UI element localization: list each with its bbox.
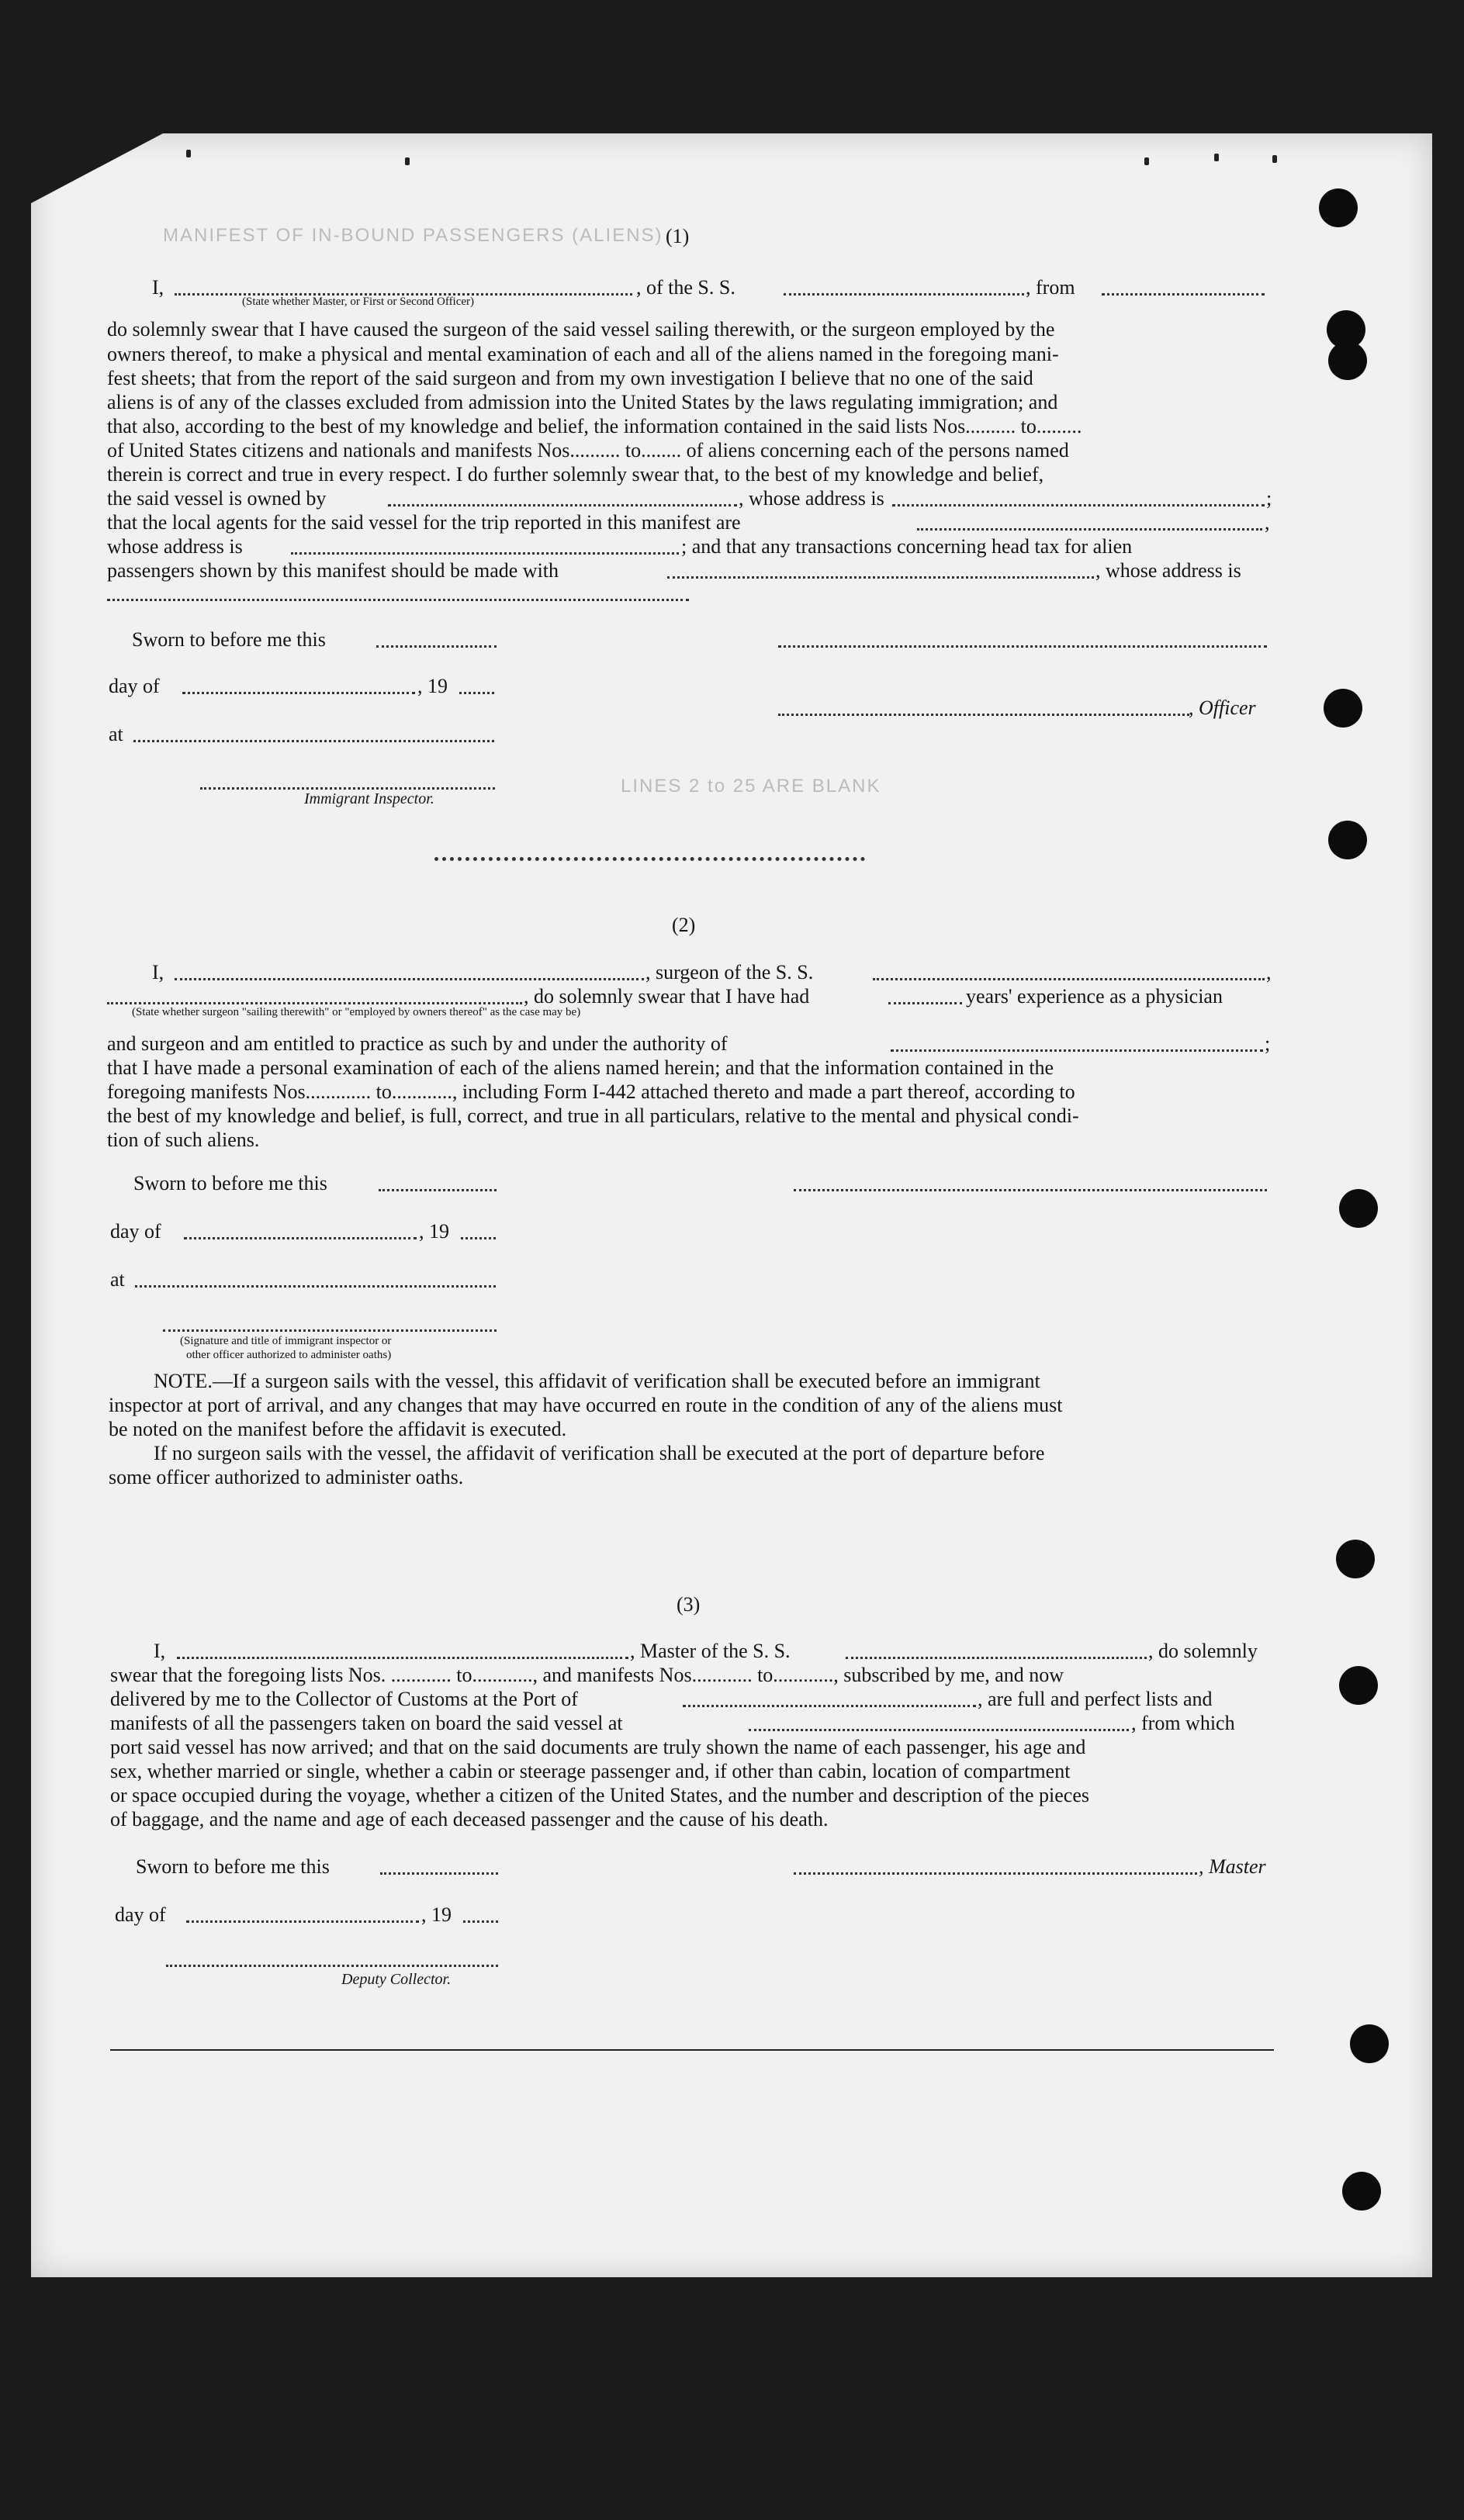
comma: ,: [1265, 511, 1270, 534]
full-perfect-label: , are full and perfect lists and: [978, 1688, 1213, 1710]
officer-title-blank[interactable]: [778, 714, 1189, 716]
section-2-line: foregoing manifests Nos............. to............, including Form I-442 attached thereto and made a part thereof, according to: [107, 1080, 1075, 1103]
from-port-blank[interactable]: [1102, 293, 1265, 296]
bleed-through-text: MANIFEST OF IN-BOUND PASSENGERS (ALIENS): [163, 225, 663, 246]
binder-hole: [1342, 2172, 1381, 2211]
section-2-line: tion of such aliens.: [107, 1129, 260, 1151]
month-blank[interactable]: [184, 1237, 417, 1239]
master-name-blank[interactable]: [177, 1657, 628, 1659]
comma: ,: [1266, 961, 1272, 983]
master-label: , Master: [1199, 1855, 1266, 1878]
day-of-label: day of: [109, 675, 160, 697]
binder-hole: [1336, 1540, 1375, 1578]
day-of-label: day of: [110, 1220, 161, 1243]
master-i-label: I,: [154, 1640, 166, 1662]
authority-blank[interactable]: [891, 1049, 1263, 1052]
note-line: some officer authorized to administer oaths.: [109, 1466, 464, 1488]
surgeon-status-blank[interactable]: [107, 1002, 522, 1004]
speck: [405, 157, 410, 165]
binder-hole: [1350, 2024, 1389, 2063]
collector-port-label: delivered by me to the Collector of Customs at the Port of: [110, 1688, 578, 1710]
section-2-heading: (2): [672, 914, 696, 936]
year-blank[interactable]: [463, 1920, 498, 1923]
sworn-day-blank[interactable]: [379, 1189, 497, 1191]
owner-blank[interactable]: [388, 504, 737, 506]
at-label: at: [109, 723, 123, 745]
sworn-label: Sworn to before me this: [133, 1172, 327, 1194]
vessel-name-blank[interactable]: [784, 293, 1024, 296]
deputy-collector-label: Deputy Collector.: [341, 1971, 452, 1988]
do-solemnly-label: , do solemnly swear that I have had: [524, 985, 810, 1008]
section-3-line: port said vessel has now arrived; and that on the said documents are truly shown the name of each passenger, his age and: [110, 1736, 1086, 1758]
owner-address-label: , whose address is: [739, 487, 884, 510]
section-3-line: sex, whether married or single, whether a cabin or steerage passenger and, if other than cabin, location of compartment: [110, 1760, 1071, 1782]
taken-on-board-label: manifests of all the passengers taken on board the said vessel at: [110, 1712, 623, 1734]
semicolon: ;: [1266, 487, 1272, 510]
officer-rank-note: (State whether Master, or First or Second Officer): [242, 296, 475, 308]
from-which-label: , from which: [1131, 1712, 1235, 1734]
sworn-day-blank[interactable]: [376, 645, 497, 648]
section-3-heading: (3): [677, 1593, 701, 1616]
section-1-line: do solemnly swear that I have caused the surgeon of the said vessel sailing therewith, or the surgeon employed by the: [107, 318, 1055, 340]
surgeon-of-ss-label: , surgeon of the S. S.: [645, 961, 814, 983]
day-of-label: day of: [115, 1903, 166, 1926]
section-1-line: owners thereof, to make a physical and mental examination of each and all of the aliens named in the foregoing mani-: [107, 343, 1059, 365]
section-3-line: swear that the foregoing lists Nos. ............ to............, and manifests Nos............ to............, subscribed by me, and now: [110, 1664, 1064, 1686]
whose-address-label: whose address is: [107, 535, 243, 558]
bleed-through-text: LINES 2 to 25 ARE BLANK: [621, 776, 881, 797]
section-1-line: therein is correct and true in every respect. I do further solemnly swear that, to the best of my knowledge and belief,: [107, 463, 1044, 486]
surgeon-i-label: I,: [152, 961, 164, 983]
binder-hole: [1328, 821, 1367, 859]
owned-by-label: the said vessel is owned by: [107, 487, 327, 510]
binder-hole: [1339, 1666, 1378, 1705]
section-3-line: or space occupied during the voyage, whether a citizen of the United States, and the number and description of the pieces: [110, 1784, 1090, 1806]
signature-note-line-2: other officer authorized to administer oaths): [186, 1349, 392, 1361]
years-blank[interactable]: [888, 1002, 962, 1004]
master-signature-blank[interactable]: [794, 1872, 1197, 1875]
administering-officer-signature-blank[interactable]: [163, 1329, 497, 1332]
speck: [1144, 157, 1149, 165]
section-1-line: fest sheets; that from the report of the said surgeon and from my own investigation I believe that no one of the said: [107, 367, 1033, 389]
surgeon-name-blank[interactable]: [175, 978, 644, 980]
from-label: , from: [1026, 276, 1075, 299]
note-line: inspector at port of arrival, and any changes that may have occurred en route in the condition of any of the aliens must: [109, 1394, 1063, 1416]
section-2-line: the best of my knowledge and belief, is full, correct, and true in all particulars, relative to the mental and physical condi-: [107, 1104, 1079, 1127]
section-1-line: that also, according to the best of my knowledge and belief, the information contained in the said lists Nos.......... to.........: [107, 415, 1082, 437]
local-agents-blank[interactable]: [917, 528, 1262, 531]
signature-note-line-1: (Signature and title of immigrant inspector or: [180, 1335, 392, 1347]
note-line: NOTE.—If a surgeon sails with the vessel, this affidavit of verification shall be executed before an immigrant: [154, 1370, 1040, 1392]
embarkation-port-blank[interactable]: [749, 1729, 1129, 1731]
local-agents-label: that the local agents for the said vessel for the trip reported in this manifest are: [107, 511, 741, 534]
year-prefix: , 19: [419, 1220, 449, 1243]
month-blank[interactable]: [182, 692, 415, 694]
section-1-heading: (1): [666, 225, 690, 247]
binder-hole: [1328, 341, 1367, 380]
owner-address-blank[interactable]: [892, 504, 1265, 506]
surgeon-signature-blank[interactable]: [794, 1189, 1267, 1191]
inspector-signature-blank[interactable]: [200, 787, 495, 790]
officer-i-label: I,: [152, 276, 164, 299]
head-tax-address-label: , whose address is: [1095, 559, 1241, 582]
inspector-label: Immigrant Inspector.: [304, 790, 434, 807]
year-prefix: , 19: [417, 675, 448, 697]
master-vessel-blank[interactable]: [846, 1657, 1147, 1659]
month-blank[interactable]: [186, 1920, 419, 1923]
year-prefix: , 19: [421, 1903, 452, 1926]
sworn-label: Sworn to before me this: [136, 1855, 330, 1878]
speck: [1272, 155, 1277, 163]
head-tax-address-blank[interactable]: [107, 599, 689, 601]
bottom-rule: [110, 2049, 1274, 2051]
agents-address-blank[interactable]: [291, 552, 679, 555]
do-solemnly-label: , do solemnly: [1148, 1640, 1258, 1662]
surgeon-vessel-blank[interactable]: [873, 978, 1265, 980]
note-line: be noted on the manifest before the affidavit is executed.: [109, 1418, 567, 1440]
head-tax-text: ; and that any transactions concerning head tax for alien: [681, 535, 1133, 558]
binder-hole: [1324, 689, 1362, 728]
of-ss-label: , of the S. S.: [636, 276, 735, 299]
binder-hole: [1319, 188, 1358, 227]
head-tax-made-with-label: passengers shown by this manifest should be made with: [107, 559, 559, 582]
section-1-line: of United States citizens and nationals and manifests Nos.......... to........ of aliens concerning each of the persons named: [107, 439, 1069, 461]
section-1-line: aliens is of any of the classes excluded from admission into the United States by the laws regulating immigration; and: [107, 391, 1058, 413]
section-3-line: of baggage, and the name and age of each deceased passenger and the cause of his death.: [110, 1808, 829, 1830]
note-line: If no surgeon sails with the vessel, the affidavit of verification shall be executed at the port of departure before: [154, 1442, 1045, 1464]
sworn-day-blank[interactable]: [380, 1872, 498, 1875]
surgeon-status-note: (State whether surgeon "sailing therewith" or "employed by owners thereof" as the case may be): [132, 1006, 581, 1018]
deputy-signature-blank[interactable]: [166, 1965, 498, 1967]
binder-hole: [1339, 1189, 1378, 1228]
divider-dots: [434, 857, 865, 861]
head-tax-agent-blank[interactable]: [667, 576, 1094, 579]
speck: [186, 150, 191, 157]
officer-signature-blank[interactable]: [778, 645, 1267, 648]
semicolon: ;: [1265, 1032, 1271, 1055]
year-blank[interactable]: [459, 692, 494, 694]
collector-port-blank[interactable]: [683, 1705, 976, 1707]
place-blank[interactable]: [135, 1285, 496, 1288]
officer-label: , Officer: [1189, 697, 1256, 719]
years-experience-label: years' experience as a physician: [966, 985, 1223, 1008]
at-label: at: [110, 1268, 125, 1291]
place-blank[interactable]: [133, 740, 494, 742]
sworn-label: Sworn to before me this: [132, 628, 326, 651]
speck: [1214, 154, 1219, 161]
section-2-line: that I have made a personal examination of each of the aliens named herein; and that the information contained in the: [107, 1056, 1054, 1079]
year-blank[interactable]: [461, 1237, 496, 1239]
authority-label: and surgeon and am entitled to practice as such by and under the authority of: [107, 1032, 728, 1055]
master-of-ss-label: , Master of the S. S.: [630, 1640, 791, 1662]
